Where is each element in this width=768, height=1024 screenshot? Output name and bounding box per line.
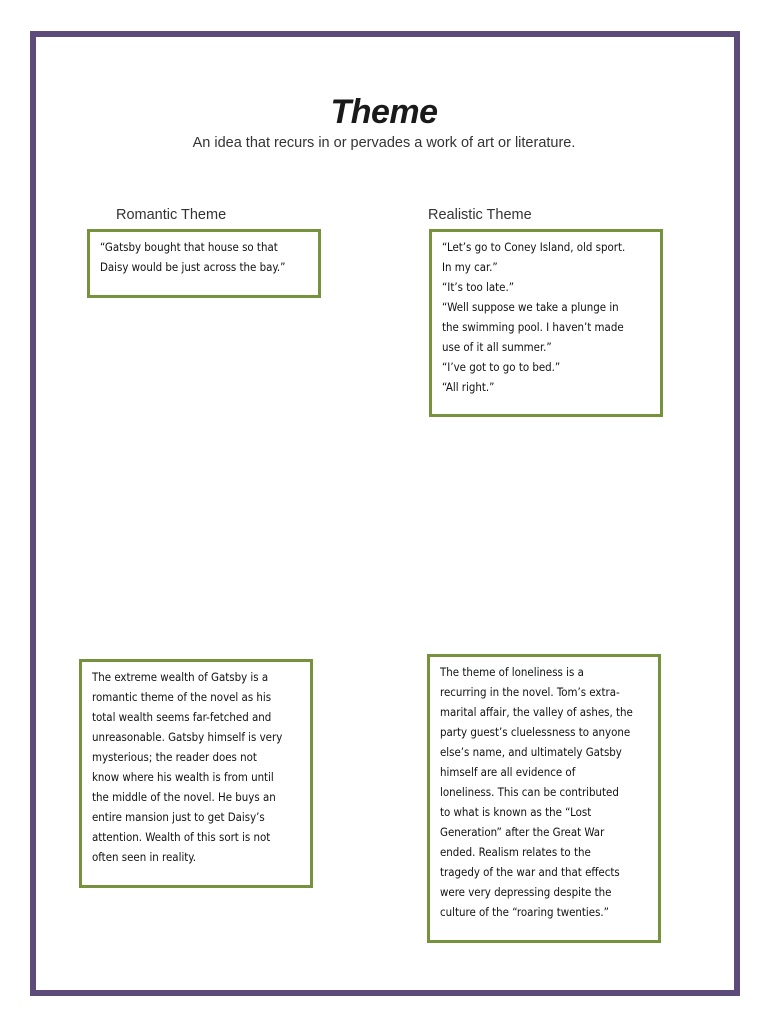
realistic-quote-line: “It’s too late.”: [442, 280, 515, 294]
realistic-explanation-line: tragedy of the war and that effects: [440, 865, 620, 879]
realistic-quote-line: “I’ve got to go to bed.”: [442, 360, 561, 374]
realistic-theme-label: Realistic Theme: [428, 207, 532, 223]
realistic-explanation-line: party guest’s cluelessness to anyone: [440, 725, 631, 739]
realistic-quote-line: “All right.”: [442, 380, 495, 394]
realistic-explanation-line: to what is known as the “Lost: [440, 805, 592, 819]
romantic-explanation-line: romantic theme of the novel as his: [92, 690, 272, 704]
romantic-explanation-line: mysterious; the reader does not: [92, 750, 257, 764]
realistic-explanation-line: were very depressing despite the: [440, 885, 612, 899]
realistic-explanation-line: marital affair, the valley of ashes, the: [440, 705, 633, 719]
realistic-explanation-line: else’s name, and ultimately Gatsby: [440, 745, 622, 759]
realistic-explanation-line: The theme of loneliness is a: [440, 665, 584, 679]
realistic-explanation-line: recurring in the novel. Tom’s extra-: [440, 685, 620, 699]
realistic-explanation-box: [427, 654, 661, 943]
romantic-quote-line: “Gatsby bought that house so that: [100, 240, 278, 254]
romantic-explanation-line: know where his wealth is from until: [92, 770, 274, 784]
romantic-explanation-box: [79, 659, 313, 888]
romantic-explanation-line: unreasonable. Gatsby himself is very: [92, 730, 283, 744]
realistic-quote-line: the swimming pool. I haven’t made: [442, 320, 624, 334]
romantic-explanation-line: often seen in reality.: [92, 850, 196, 864]
romantic-explanation-line: attention. Wealth of this sort is not: [92, 830, 271, 844]
romantic-explanation-line: the middle of the novel. He buys an: [92, 790, 276, 804]
realistic-quote-line: “Well suppose we take a plunge in: [442, 300, 619, 314]
realistic-explanation-line: loneliness. This can be contributed: [440, 785, 619, 799]
page-subtitle: An idea that recurs in or pervades a work of art or literature.: [192, 135, 576, 151]
romantic-explanation-line: The extreme wealth of Gatsby is a: [92, 670, 269, 684]
romantic-quote-box: [87, 229, 321, 298]
realistic-quote-box: [429, 229, 663, 417]
realistic-quote-line: “Let’s go to Coney Island, old sport.: [442, 240, 626, 254]
romantic-theme-label: Romantic Theme: [116, 207, 227, 223]
romantic-explanation-line: entire mansion just to get Daisy’s: [92, 810, 265, 824]
realistic-explanation-line: himself are all evidence of: [440, 765, 576, 779]
romantic-explanation-line: total wealth seems far-fetched and: [92, 710, 272, 724]
romantic-quote-line: Daisy would be just across the bay.”: [100, 260, 286, 274]
realistic-explanation-line: ended. Realism relates to the: [440, 845, 591, 859]
page-title: Theme: [330, 93, 438, 131]
realistic-quote-line: In my car.”: [442, 260, 498, 274]
realistic-quote-line: use of it all summer.”: [442, 340, 552, 354]
realistic-explanation-line: culture of the “roaring twenties.”: [440, 905, 609, 919]
realistic-explanation-line: Generation” after the Great War: [440, 825, 605, 839]
